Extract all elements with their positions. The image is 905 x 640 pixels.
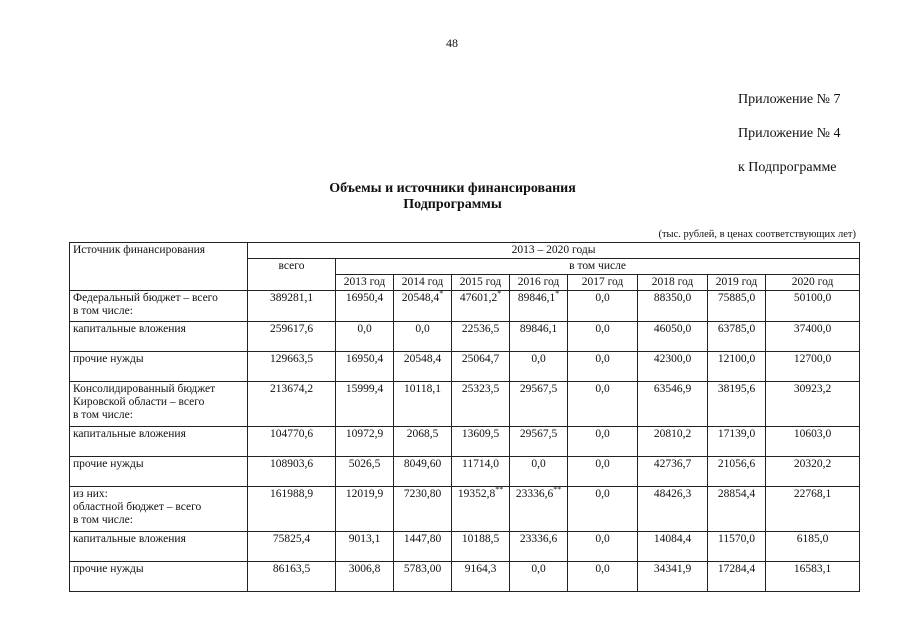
row-source-label bbox=[70, 487, 248, 532]
row-total-cell: 129663,5 bbox=[248, 352, 336, 382]
row-year-cell bbox=[638, 487, 708, 532]
cell-value: 88350,0 bbox=[653, 292, 692, 304]
cell-value: 17284,4 bbox=[717, 563, 756, 575]
cell-value: 22768,1 bbox=[793, 488, 832, 500]
cell-value: 0,0 bbox=[595, 353, 610, 365]
cell-value: 25064,7 bbox=[461, 353, 500, 365]
cell-value: 0,0 bbox=[595, 488, 610, 500]
footnote-mark: * bbox=[555, 289, 560, 299]
header-year: 2018 год bbox=[638, 275, 708, 291]
row-year-cell bbox=[568, 322, 638, 352]
table-row bbox=[70, 382, 860, 427]
cell-value: 10118,1 bbox=[404, 383, 441, 395]
row-year-cell bbox=[452, 532, 510, 562]
row-year-cell bbox=[510, 457, 568, 487]
header-year: 2016 год bbox=[510, 275, 568, 291]
row-source-label bbox=[70, 382, 248, 427]
row-year-cell bbox=[394, 291, 452, 322]
row-source-line: в том числе: bbox=[73, 305, 133, 317]
cell-value: 7230,80 bbox=[403, 488, 442, 500]
row-year-cell bbox=[394, 427, 452, 457]
row-year-cell bbox=[708, 487, 766, 532]
row-year-cell bbox=[510, 562, 568, 592]
table-row bbox=[70, 352, 860, 382]
row-year-cell bbox=[568, 427, 638, 457]
row-source-label bbox=[70, 532, 248, 562]
cell-value: 17139,0 bbox=[717, 428, 756, 440]
row-year-cell bbox=[336, 532, 394, 562]
row-year-cell bbox=[568, 562, 638, 592]
row-year-cell bbox=[568, 382, 638, 427]
cell-value: 25323,5 bbox=[461, 383, 500, 395]
header-incl: в том числе bbox=[336, 259, 860, 275]
row-source-line: прочие нужды bbox=[73, 458, 144, 470]
row-year-cell bbox=[394, 457, 452, 487]
row-year-cell bbox=[510, 427, 568, 457]
cell-value: 10188,5 bbox=[461, 533, 500, 545]
footnote-mark: ** bbox=[495, 485, 504, 495]
row-source-label bbox=[70, 291, 248, 322]
row-source-label bbox=[70, 427, 248, 457]
footnote-mark: * bbox=[439, 289, 444, 299]
cell-value: 23336,6 bbox=[519, 533, 558, 545]
row-year-cell bbox=[638, 352, 708, 382]
row-year-cell bbox=[708, 352, 766, 382]
row-year-cell bbox=[766, 322, 860, 352]
cell-value: 20320,2 bbox=[793, 458, 832, 470]
row-year-cell bbox=[510, 487, 568, 532]
row-source-line: капитальные вложения bbox=[73, 533, 186, 545]
cell-value: 0,0 bbox=[595, 428, 610, 440]
row-total-cell: 259617,6 bbox=[248, 322, 336, 352]
title-line-1: Объемы и источники финансирования bbox=[329, 181, 576, 196]
row-source-label bbox=[70, 352, 248, 382]
row-total-cell: 213674,2 bbox=[248, 382, 336, 427]
row-source-line: в том числе: bbox=[73, 514, 133, 526]
row-year-cell bbox=[394, 382, 452, 427]
row-year-cell bbox=[336, 562, 394, 592]
cell-value: 16950,4 bbox=[345, 353, 384, 365]
row-year-cell bbox=[394, 322, 452, 352]
cell-value: 15999,4 bbox=[345, 383, 384, 395]
appendix-7-label: Приложение № 7 bbox=[738, 92, 841, 107]
cell-value: 0,0 bbox=[595, 458, 610, 470]
appendix-4-label: Приложение № 4 bbox=[738, 126, 841, 141]
row-total-cell: 104770,6 bbox=[248, 427, 336, 457]
row-source-line: в том числе: bbox=[73, 409, 133, 421]
table-row bbox=[70, 427, 860, 457]
row-year-cell bbox=[638, 427, 708, 457]
row-year-cell bbox=[568, 487, 638, 532]
row-year-cell bbox=[766, 427, 860, 457]
row-year-cell bbox=[638, 562, 708, 592]
row-year-cell bbox=[336, 291, 394, 322]
row-total-cell: 86163,5 bbox=[248, 562, 336, 592]
document-title bbox=[0, 181, 905, 213]
row-year-cell bbox=[766, 382, 860, 427]
row-year-cell bbox=[336, 382, 394, 427]
cell-value: 23336,6 bbox=[515, 488, 554, 500]
row-year-cell bbox=[452, 382, 510, 427]
cell-value: 89846,1 bbox=[519, 323, 558, 335]
cell-value: 75885,0 bbox=[717, 292, 756, 304]
table-row bbox=[70, 532, 860, 562]
cell-value: 42736,7 bbox=[653, 458, 692, 470]
cell-value: 8049,60 bbox=[403, 458, 442, 470]
table-row bbox=[70, 487, 860, 532]
row-year-cell bbox=[394, 352, 452, 382]
row-year-cell bbox=[336, 427, 394, 457]
cell-value: 19352,8 bbox=[457, 488, 496, 500]
cell-value: 3006,8 bbox=[348, 563, 381, 575]
cell-value: 0,0 bbox=[595, 323, 610, 335]
cell-value: 10603,0 bbox=[793, 428, 832, 440]
row-source-line: капитальные вложения bbox=[73, 323, 186, 335]
cell-value: 11714,0 bbox=[462, 458, 499, 470]
cell-value: 11570,0 bbox=[718, 533, 755, 545]
table-row bbox=[70, 291, 860, 322]
header-source: Источник финансирования bbox=[70, 243, 248, 291]
cell-value: 37400,0 bbox=[793, 323, 832, 335]
row-year-cell bbox=[510, 532, 568, 562]
cell-value: 29567,5 bbox=[519, 383, 558, 395]
row-year-cell bbox=[452, 352, 510, 382]
row-year-cell bbox=[336, 487, 394, 532]
header-year: 2013 год bbox=[336, 275, 394, 291]
cell-value: 50100,0 bbox=[793, 292, 832, 304]
cell-value: 22536,5 bbox=[461, 323, 500, 335]
cell-value: 21056,6 bbox=[717, 458, 756, 470]
row-source-line: областной бюджет – всего bbox=[73, 501, 202, 513]
row-year-cell bbox=[708, 382, 766, 427]
row-source-line: Консолидированный бюджет bbox=[73, 383, 216, 395]
row-total-cell: 161988,9 bbox=[248, 487, 336, 532]
row-source-label bbox=[70, 322, 248, 352]
cell-value: 12700,0 bbox=[793, 353, 832, 365]
row-year-cell bbox=[708, 457, 766, 487]
units-note: (тыс. рублей, в ценах соответствующих лет) bbox=[658, 229, 856, 240]
cell-value: 2068,5 bbox=[406, 428, 439, 440]
table-row bbox=[70, 322, 860, 352]
cell-value: 46050,0 bbox=[653, 323, 692, 335]
row-year-cell bbox=[638, 322, 708, 352]
cell-value: 20548,4 bbox=[403, 353, 442, 365]
cell-value: 1447,80 bbox=[403, 533, 442, 545]
row-year-cell bbox=[766, 562, 860, 592]
row-year-cell bbox=[336, 352, 394, 382]
cell-value: 0,0 bbox=[531, 458, 546, 470]
row-source-label bbox=[70, 457, 248, 487]
row-year-cell bbox=[452, 487, 510, 532]
row-year-cell bbox=[336, 322, 394, 352]
row-year-cell bbox=[568, 352, 638, 382]
row-year-cell bbox=[638, 532, 708, 562]
row-source-line: Кировской области – всего bbox=[73, 396, 205, 408]
cell-value: 0,0 bbox=[531, 563, 546, 575]
row-year-cell bbox=[452, 291, 510, 322]
row-year-cell bbox=[568, 291, 638, 322]
title-line-2: Подпрограммы bbox=[403, 197, 502, 212]
row-total-cell: 75825,4 bbox=[248, 532, 336, 562]
row-year-cell bbox=[766, 352, 860, 382]
row-year-cell bbox=[638, 457, 708, 487]
cell-value: 5026,5 bbox=[348, 458, 381, 470]
cell-value: 42300,0 bbox=[653, 353, 692, 365]
row-total-cell: 389281,1 bbox=[248, 291, 336, 322]
cell-value: 12019,9 bbox=[345, 488, 384, 500]
row-year-cell bbox=[708, 427, 766, 457]
cell-value: 0,0 bbox=[595, 563, 610, 575]
header-year: 2019 год bbox=[708, 275, 766, 291]
cell-value: 0,0 bbox=[595, 383, 610, 395]
cell-value: 20548,4 bbox=[401, 292, 440, 304]
table-row bbox=[70, 562, 860, 592]
cell-value: 9013,1 bbox=[348, 533, 381, 545]
cell-value: 20810,2 bbox=[653, 428, 692, 440]
row-year-cell bbox=[766, 532, 860, 562]
row-year-cell bbox=[510, 382, 568, 427]
row-year-cell bbox=[394, 487, 452, 532]
row-year-cell bbox=[336, 457, 394, 487]
row-year-cell bbox=[452, 322, 510, 352]
row-source-line: из них: bbox=[73, 488, 108, 500]
cell-value: 48426,3 bbox=[653, 488, 692, 500]
cell-value: 5783,00 bbox=[403, 563, 442, 575]
cell-value: 63546,9 bbox=[653, 383, 692, 395]
row-year-cell bbox=[766, 457, 860, 487]
row-year-cell bbox=[766, 291, 860, 322]
row-total-cell: 108903,6 bbox=[248, 457, 336, 487]
row-year-cell bbox=[708, 532, 766, 562]
cell-value: 0,0 bbox=[595, 533, 610, 545]
cell-value: 12100,0 bbox=[717, 353, 756, 365]
row-year-cell bbox=[708, 562, 766, 592]
row-year-cell bbox=[452, 562, 510, 592]
cell-value: 10972,9 bbox=[345, 428, 384, 440]
appendix-subprogram-label: к Подпрограмме bbox=[738, 160, 837, 175]
cell-value: 9164,3 bbox=[464, 563, 497, 575]
row-year-cell bbox=[568, 457, 638, 487]
cell-value: 0,0 bbox=[595, 292, 610, 304]
row-source-line: Федеральный бюджет – всего bbox=[73, 292, 218, 304]
row-source-line: прочие нужды bbox=[73, 563, 144, 575]
row-year-cell bbox=[394, 562, 452, 592]
cell-value: 38195,6 bbox=[717, 383, 756, 395]
header-period: 2013 – 2020 годы bbox=[248, 243, 860, 259]
cell-value: 29567,5 bbox=[519, 428, 558, 440]
cell-value: 63785,0 bbox=[717, 323, 756, 335]
cell-value: 34341,9 bbox=[653, 563, 692, 575]
cell-value: 0,0 bbox=[357, 323, 372, 335]
cell-value: 16583,1 bbox=[793, 563, 832, 575]
cell-value: 30923,2 bbox=[793, 383, 832, 395]
header-year: 2020 год bbox=[766, 275, 860, 291]
row-year-cell bbox=[638, 291, 708, 322]
row-year-cell bbox=[766, 487, 860, 532]
cell-value: 47601,2 bbox=[459, 292, 498, 304]
row-year-cell bbox=[708, 291, 766, 322]
cell-value: 16950,4 bbox=[345, 292, 384, 304]
table-row bbox=[70, 457, 860, 487]
header-total: всего bbox=[248, 259, 336, 291]
row-year-cell bbox=[452, 457, 510, 487]
row-year-cell bbox=[510, 291, 568, 322]
header-year: 2015 год bbox=[452, 275, 510, 291]
financing-table bbox=[69, 242, 860, 592]
cell-value: 0,0 bbox=[531, 353, 546, 365]
page-number: 48 bbox=[446, 36, 458, 50]
row-year-cell bbox=[568, 532, 638, 562]
cell-value: 14084,4 bbox=[653, 533, 692, 545]
cell-value: 13609,5 bbox=[461, 428, 500, 440]
header-year: 2014 год bbox=[394, 275, 452, 291]
row-source-line: капитальные вложения bbox=[73, 428, 186, 440]
row-year-cell bbox=[638, 382, 708, 427]
row-year-cell bbox=[452, 427, 510, 457]
cell-value: 28854,4 bbox=[717, 488, 756, 500]
cell-value: 89846,1 bbox=[517, 292, 556, 304]
footnote-mark: ** bbox=[553, 485, 562, 495]
row-year-cell bbox=[510, 322, 568, 352]
cell-value: 0,0 bbox=[415, 323, 430, 335]
row-year-cell bbox=[510, 352, 568, 382]
row-year-cell bbox=[394, 532, 452, 562]
cell-value: 6185,0 bbox=[796, 533, 829, 545]
row-year-cell bbox=[708, 322, 766, 352]
header-year: 2017 год bbox=[568, 275, 638, 291]
row-source-line: прочие нужды bbox=[73, 353, 144, 365]
footnote-mark: * bbox=[497, 289, 502, 299]
row-source-label bbox=[70, 562, 248, 592]
